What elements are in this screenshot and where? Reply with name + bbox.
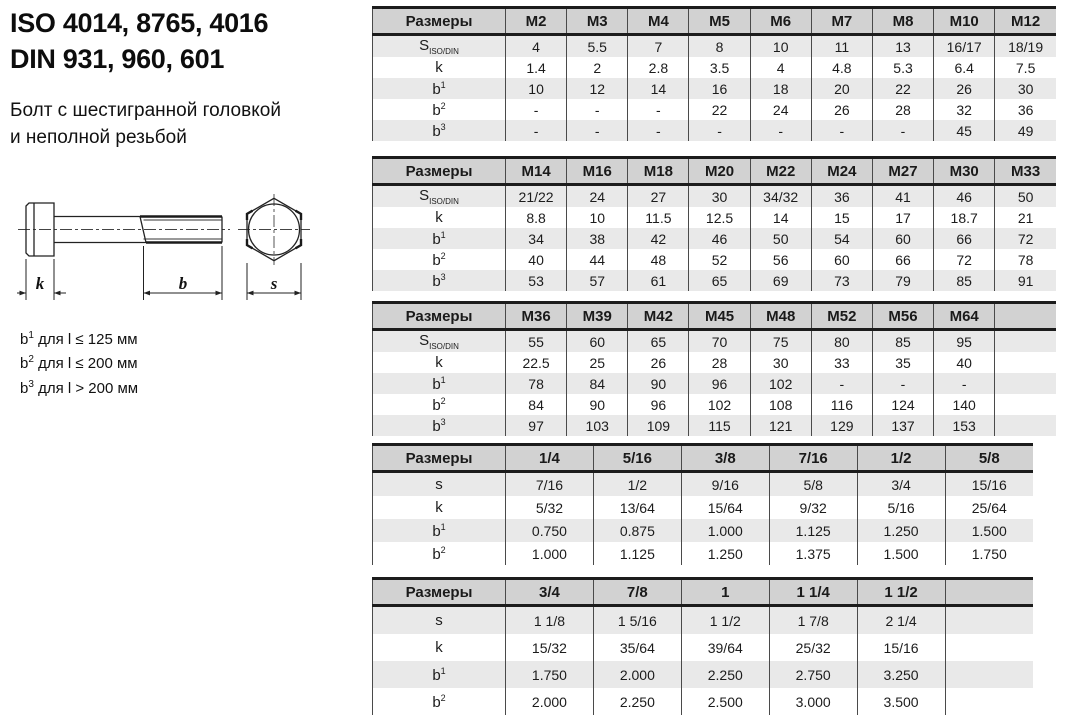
- value-cell: 24: [567, 185, 628, 208]
- column-header: M52: [811, 303, 872, 330]
- value-cell: 102: [689, 394, 750, 415]
- row-label: s: [435, 476, 443, 493]
- value-cell: 25: [567, 352, 628, 373]
- footnote-b2: $b^2$ для l ≤ 200 мм: [20, 354, 138, 373]
- value-cell: 3.000: [769, 688, 857, 715]
- column-header: 3/8: [681, 445, 769, 472]
- value-cell: 13/64: [593, 496, 681, 519]
- value-cell: 9/16: [681, 472, 769, 497]
- value-cell: 50: [995, 185, 1056, 208]
- value-cell: [995, 394, 1056, 415]
- value-cell: 90: [628, 373, 689, 394]
- column-header: M7: [811, 8, 872, 35]
- title-iso: ISO 4014, 8765, 4016: [10, 8, 269, 38]
- table-row: [373, 228, 1057, 249]
- left-panel: [10, 6, 365, 397]
- row-label: $b^1$: [432, 79, 446, 98]
- value-cell: 1.250: [857, 519, 945, 542]
- value-cell: 10: [750, 35, 811, 58]
- value-cell: 21/22: [506, 185, 567, 208]
- subtitle: [10, 98, 350, 151]
- column-header: [995, 303, 1056, 330]
- dimension-k: [17, 259, 66, 300]
- value-cell: [995, 352, 1056, 373]
- value-cell: 5/16: [857, 496, 945, 519]
- column-header: M30: [934, 158, 995, 185]
- value-cell: 96: [689, 373, 750, 394]
- value-cell: -: [811, 120, 872, 141]
- table-row: [373, 352, 1057, 373]
- column-header: 7/8: [593, 579, 681, 606]
- value-cell: 140: [934, 394, 995, 415]
- table-row: [373, 249, 1057, 270]
- value-cell: 5.5: [567, 35, 628, 58]
- value-cell: 66: [934, 228, 995, 249]
- value-cell: 1.000: [681, 519, 769, 542]
- column-header: M48: [750, 303, 811, 330]
- value-cell: 3.250: [857, 661, 945, 688]
- value-cell: -: [872, 120, 933, 141]
- value-cell: [995, 415, 1056, 436]
- value-cell: 48: [628, 249, 689, 270]
- column-header: M5: [689, 8, 750, 35]
- value-cell: -: [628, 99, 689, 120]
- value-cell: -: [934, 373, 995, 394]
- column-header: M4: [628, 8, 689, 35]
- value-cell: 2.250: [593, 688, 681, 715]
- value-cell: 2: [567, 57, 628, 78]
- value-cell: 65: [628, 330, 689, 353]
- column-header: 5/8: [945, 445, 1033, 472]
- value-cell: 95: [934, 330, 995, 353]
- column-header: M18: [628, 158, 689, 185]
- value-cell: 1 5/16: [593, 606, 681, 635]
- value-cell: 91: [995, 270, 1056, 291]
- value-cell: 38: [567, 228, 628, 249]
- table-row: [373, 330, 1057, 353]
- value-cell: -: [567, 99, 628, 120]
- row-label: k: [435, 209, 443, 226]
- value-cell: 79: [872, 270, 933, 291]
- column-header: M22: [750, 158, 811, 185]
- value-cell: 153: [934, 415, 995, 436]
- value-cell: 78: [506, 373, 567, 394]
- value-cell: 78: [995, 249, 1056, 270]
- value-cell: 30: [995, 78, 1056, 99]
- value-cell: 4: [750, 57, 811, 78]
- value-cell: 72: [934, 249, 995, 270]
- value-cell: 1.125: [593, 542, 681, 565]
- value-cell: 30: [689, 185, 750, 208]
- dimension-s: [247, 263, 301, 300]
- value-cell: 75: [750, 330, 811, 353]
- value-cell: 22: [872, 78, 933, 99]
- value-cell: 96: [628, 394, 689, 415]
- size-header: Размеры: [373, 8, 506, 35]
- row-label: $b^2$: [432, 395, 446, 414]
- value-cell: 1.500: [857, 542, 945, 565]
- value-cell: 7/16: [506, 472, 594, 497]
- value-cell: 53: [506, 270, 567, 291]
- title-din: DIN 931, 960, 601: [10, 43, 225, 74]
- value-cell: 12.5: [689, 207, 750, 228]
- value-cell: 61: [628, 270, 689, 291]
- value-cell: 7: [628, 35, 689, 58]
- row-label: k: [435, 639, 443, 656]
- row-label: $b^2$: [432, 100, 446, 119]
- value-cell: 84: [506, 394, 567, 415]
- value-cell: [945, 661, 1033, 688]
- spec-table-inch-quarter-to-fiveeighths: [372, 443, 1033, 565]
- value-cell: -: [506, 120, 567, 141]
- value-cell: 52: [689, 249, 750, 270]
- table-row: [373, 519, 1034, 542]
- row-label: k: [435, 499, 443, 516]
- table-row: [373, 472, 1034, 497]
- value-cell: 28: [872, 99, 933, 120]
- value-cell: 36: [811, 185, 872, 208]
- column-header: M39: [567, 303, 628, 330]
- value-cell: 115: [689, 415, 750, 436]
- value-cell: 45: [934, 120, 995, 141]
- row-label: $b^1$: [432, 229, 446, 248]
- value-cell: 84: [567, 373, 628, 394]
- column-header: M20: [689, 158, 750, 185]
- value-cell: 5/8: [769, 472, 857, 497]
- row-label: $b^3$: [432, 121, 446, 140]
- value-cell: 57: [567, 270, 628, 291]
- spec-table-inch-threequarters-to-oneandhalf: [372, 577, 1033, 715]
- column-header: M14: [506, 158, 567, 185]
- value-cell: 6.4: [934, 57, 995, 78]
- value-cell: 55: [506, 330, 567, 353]
- column-header: 7/16: [769, 445, 857, 472]
- value-cell: 73: [811, 270, 872, 291]
- value-cell: 124: [872, 394, 933, 415]
- column-header: 1 1/2: [857, 579, 945, 606]
- row-label: $b^1$: [432, 665, 446, 684]
- dim-label-k: k: [35, 274, 45, 293]
- value-cell: 1 1/8: [506, 606, 594, 635]
- value-cell: 4.8: [811, 57, 872, 78]
- spec-table-metric-m14-m33: [372, 156, 1056, 291]
- value-cell: 121: [750, 415, 811, 436]
- table-row: [373, 35, 1057, 58]
- value-cell: 1/2: [593, 472, 681, 497]
- subtitle-line1: Болт с шестигранной головкой: [10, 100, 281, 121]
- size-header: Размеры: [373, 445, 506, 472]
- subtitle-line2: и неполной резьбой: [10, 126, 187, 148]
- value-cell: 22.5: [506, 352, 567, 373]
- value-cell: 1.125: [769, 519, 857, 542]
- value-cell: 1.750: [506, 661, 594, 688]
- row-label: $b^1$: [432, 374, 446, 393]
- value-cell: 60: [567, 330, 628, 353]
- column-header: M33: [995, 158, 1056, 185]
- table-row: [373, 394, 1057, 415]
- table-row: [373, 542, 1034, 565]
- value-cell: 11: [811, 35, 872, 58]
- row-label: k: [435, 354, 443, 371]
- column-header: 1 1/4: [769, 579, 857, 606]
- table-row: [373, 415, 1057, 436]
- row-label: $b^2$: [432, 250, 446, 269]
- bolt-side-view: [18, 203, 230, 256]
- value-cell: 11.5: [628, 207, 689, 228]
- value-cell: 5/32: [506, 496, 594, 519]
- value-cell: 17: [872, 207, 933, 228]
- value-cell: 8.8: [506, 207, 567, 228]
- spec-table-metric-m36-m64: [372, 301, 1056, 436]
- value-cell: 2.250: [681, 661, 769, 688]
- row-label: $b^3$: [432, 271, 446, 290]
- row-label: $S_{ISO/DIN}$: [419, 187, 459, 206]
- column-header: M6: [750, 8, 811, 35]
- value-cell: 15/16: [945, 472, 1033, 497]
- value-cell: 32: [934, 99, 995, 120]
- value-cell: 90: [567, 394, 628, 415]
- dim-label-b: b: [178, 274, 188, 293]
- size-header: Размеры: [373, 158, 506, 185]
- value-cell: 15/32: [506, 634, 594, 661]
- row-label: $b^2$: [432, 544, 446, 563]
- value-cell: 9/32: [769, 496, 857, 519]
- value-cell: 72: [995, 228, 1056, 249]
- value-cell: 46: [934, 185, 995, 208]
- value-cell: 27: [628, 185, 689, 208]
- size-header: Размеры: [373, 303, 506, 330]
- value-cell: 1.375: [769, 542, 857, 565]
- value-cell: 49: [995, 120, 1056, 141]
- value-cell: 15/16: [857, 634, 945, 661]
- value-cell: 66: [872, 249, 933, 270]
- value-cell: 34: [506, 228, 567, 249]
- column-header: M27: [872, 158, 933, 185]
- value-cell: 44: [567, 249, 628, 270]
- value-cell: 85: [934, 270, 995, 291]
- value-cell: 1.500: [945, 519, 1033, 542]
- value-cell: 1.4: [506, 57, 567, 78]
- bolt-end-view: [238, 194, 310, 265]
- value-cell: [995, 330, 1056, 353]
- value-cell: -: [567, 120, 628, 141]
- value-cell: 22: [689, 99, 750, 120]
- value-cell: 10: [506, 78, 567, 99]
- value-cell: 65: [689, 270, 750, 291]
- value-cell: 24: [750, 99, 811, 120]
- value-cell: 1.000: [506, 542, 594, 565]
- table-row: [373, 661, 1034, 688]
- value-cell: 18: [750, 78, 811, 99]
- value-cell: 1 7/8: [769, 606, 857, 635]
- value-cell: 2.750: [769, 661, 857, 688]
- table-row: [373, 373, 1057, 394]
- table-row: [373, 634, 1034, 661]
- value-cell: 3.5: [689, 57, 750, 78]
- row-label: k: [435, 59, 443, 76]
- column-header: M36: [506, 303, 567, 330]
- value-cell: 2.500: [681, 688, 769, 715]
- value-cell: 1 1/2: [681, 606, 769, 635]
- value-cell: 10: [567, 207, 628, 228]
- value-cell: 36: [995, 99, 1056, 120]
- value-cell: [945, 688, 1033, 715]
- value-cell: 80: [811, 330, 872, 353]
- column-header: M8: [872, 8, 933, 35]
- table-row: [373, 496, 1034, 519]
- value-cell: 21: [995, 207, 1056, 228]
- row-label: s: [435, 612, 443, 629]
- column-header: [945, 579, 1033, 606]
- value-cell: 12: [567, 78, 628, 99]
- value-cell: -: [811, 373, 872, 394]
- value-cell: 2.000: [593, 661, 681, 688]
- value-cell: 102: [750, 373, 811, 394]
- column-header: M24: [811, 158, 872, 185]
- footnotes: [20, 328, 138, 401]
- value-cell: 26: [628, 352, 689, 373]
- value-cell: 30: [750, 352, 811, 373]
- column-header: M2: [506, 8, 567, 35]
- column-header: M45: [689, 303, 750, 330]
- table-row: [373, 99, 1057, 120]
- value-cell: 54: [811, 228, 872, 249]
- value-cell: 137: [872, 415, 933, 436]
- value-cell: 26: [811, 99, 872, 120]
- column-header: 5/16: [593, 445, 681, 472]
- column-header: M10: [934, 8, 995, 35]
- value-cell: 60: [872, 228, 933, 249]
- value-cell: [945, 606, 1033, 635]
- value-cell: 69: [750, 270, 811, 291]
- table-row: [373, 688, 1034, 715]
- spec-table-metric-m2-m12: [372, 6, 1056, 141]
- column-header: 1/4: [506, 445, 594, 472]
- row-label: $S_{ISO/DIN}$: [419, 332, 459, 351]
- row-label: $b^3$: [432, 416, 446, 435]
- column-header: 1: [681, 579, 769, 606]
- value-cell: -: [628, 120, 689, 141]
- value-cell: 16/17: [934, 35, 995, 58]
- value-cell: 56: [750, 249, 811, 270]
- value-cell: -: [506, 99, 567, 120]
- value-cell: 97: [506, 415, 567, 436]
- value-cell: 46: [689, 228, 750, 249]
- value-cell: 8: [689, 35, 750, 58]
- size-header: Размеры: [373, 579, 506, 606]
- value-cell: 18/19: [995, 35, 1056, 58]
- value-cell: 18.7: [934, 207, 995, 228]
- value-cell: 2.000: [506, 688, 594, 715]
- value-cell: 40: [934, 352, 995, 373]
- footnote-b3: $b^3$ для l > 200 мм: [20, 378, 139, 397]
- value-cell: 34/32: [750, 185, 811, 208]
- value-cell: 16: [689, 78, 750, 99]
- row-label: $S_{ISO/DIN}$: [419, 37, 459, 56]
- value-cell: 0.875: [593, 519, 681, 542]
- value-cell: [995, 373, 1056, 394]
- footnote-b1: $b^1$ для l ≤ 125 мм: [20, 330, 138, 348]
- table-row: [373, 120, 1057, 141]
- column-header: M16: [567, 158, 628, 185]
- column-header: 3/4: [506, 579, 594, 606]
- value-cell: 2.8: [628, 57, 689, 78]
- value-cell: 41: [872, 185, 933, 208]
- value-cell: 3.500: [857, 688, 945, 715]
- value-cell: 33: [811, 352, 872, 373]
- row-label: $b^2$: [432, 692, 446, 711]
- column-header: M3: [567, 8, 628, 35]
- bolt-technical-drawing: [16, 192, 326, 322]
- column-header: M12: [995, 8, 1056, 35]
- value-cell: 35: [872, 352, 933, 373]
- value-cell: 4: [506, 35, 567, 58]
- column-header: M64: [934, 303, 995, 330]
- value-cell: -: [689, 120, 750, 141]
- value-cell: [945, 634, 1033, 661]
- dim-label-s: s: [270, 274, 278, 293]
- value-cell: 1.250: [681, 542, 769, 565]
- value-cell: 14: [628, 78, 689, 99]
- value-cell: 40: [506, 249, 567, 270]
- row-label: $b^1$: [432, 521, 446, 540]
- table-row: [373, 207, 1057, 228]
- column-header: 1/2: [857, 445, 945, 472]
- value-cell: 15: [811, 207, 872, 228]
- value-cell: 25/32: [769, 634, 857, 661]
- table-row: [373, 57, 1057, 78]
- value-cell: 13: [872, 35, 933, 58]
- value-cell: 20: [811, 78, 872, 99]
- value-cell: -: [750, 120, 811, 141]
- table-row: [373, 78, 1057, 99]
- value-cell: 116: [811, 394, 872, 415]
- column-header: M42: [628, 303, 689, 330]
- value-cell: 70: [689, 330, 750, 353]
- table-row: [373, 606, 1034, 635]
- table-row: [373, 185, 1057, 208]
- value-cell: 50: [750, 228, 811, 249]
- value-cell: 109: [628, 415, 689, 436]
- value-cell: 7.5: [995, 57, 1056, 78]
- value-cell: 1.750: [945, 542, 1033, 565]
- value-cell: 129: [811, 415, 872, 436]
- value-cell: 14: [750, 207, 811, 228]
- value-cell: 103: [567, 415, 628, 436]
- page-title: [10, 6, 365, 77]
- value-cell: 5.3: [872, 57, 933, 78]
- value-cell: 85: [872, 330, 933, 353]
- value-cell: 15/64: [681, 496, 769, 519]
- value-cell: 60: [811, 249, 872, 270]
- value-cell: 25/64: [945, 496, 1033, 519]
- value-cell: 108: [750, 394, 811, 415]
- value-cell: 28: [689, 352, 750, 373]
- value-cell: 0.750: [506, 519, 594, 542]
- value-cell: -: [872, 373, 933, 394]
- value-cell: 35/64: [593, 634, 681, 661]
- value-cell: 2 1/4: [857, 606, 945, 635]
- table-row: [373, 270, 1057, 291]
- value-cell: 42: [628, 228, 689, 249]
- column-header: M56: [872, 303, 933, 330]
- dimension-b: [144, 246, 223, 300]
- value-cell: 39/64: [681, 634, 769, 661]
- value-cell: 3/4: [857, 472, 945, 497]
- value-cell: 26: [934, 78, 995, 99]
